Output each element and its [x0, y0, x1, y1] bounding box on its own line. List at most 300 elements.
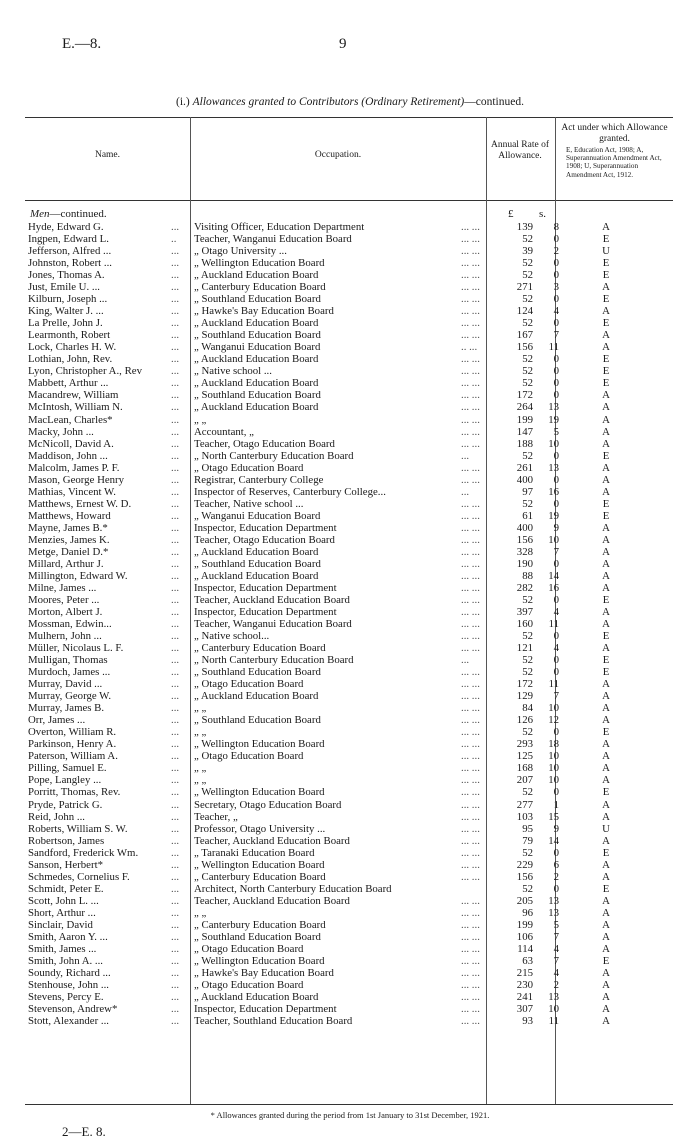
row-name: Roberts, William S. W.: [28, 822, 128, 835]
table-row: [25, 401, 673, 413]
row-shillings: 7: [553, 545, 559, 558]
currency-shillings-label: s.: [539, 208, 547, 220]
row-shillings: 0: [553, 497, 559, 510]
table-row: [25, 690, 673, 702]
row-shillings: 0: [553, 630, 559, 643]
row-shillings: 7: [553, 954, 559, 967]
row-shillings: 0: [553, 786, 559, 799]
table-row: [25, 438, 673, 450]
row-name: Matthews, Howard: [28, 509, 111, 522]
row-shillings: 10: [548, 533, 559, 546]
row-name: Just, Emile U. ...: [28, 281, 100, 294]
row-occupation: Inspector of Reserves, Canterbury College...: [194, 485, 386, 498]
row-leader-dots: ...: [171, 786, 180, 799]
column-header-rate: Annual Rate of Allowance.: [490, 140, 550, 161]
row-occupation: „ Southland Education Board: [194, 930, 321, 943]
row-act-code: E: [602, 630, 610, 643]
row-name: Pryde, Patrick G.: [28, 798, 103, 811]
row-act-code: E: [602, 377, 610, 390]
table-row: [25, 823, 673, 835]
row-act-code: A: [602, 750, 610, 763]
row-shillings: 0: [553, 726, 559, 739]
row-leader-dots: ... ...: [461, 413, 480, 426]
table-row: [25, 907, 673, 919]
row-shillings: 7: [553, 690, 559, 703]
row-occupation: „ Southland Education Board: [194, 293, 321, 306]
row-shillings: 16: [548, 485, 559, 498]
row-leader-dots: ...: [171, 726, 180, 739]
row-occupation: „ Otago Education Board: [194, 461, 304, 474]
row-name: Lock, Charles H. W.: [28, 341, 117, 354]
row-name: King, Walter J. ...: [28, 305, 104, 318]
table-row: [25, 462, 673, 474]
row-name: Schmedes, Cornelius F.: [28, 870, 130, 883]
row-leader-dots: ... ...: [461, 846, 480, 859]
row-leader-dots: ...: [171, 593, 180, 606]
row-shillings: 1: [553, 798, 559, 811]
table-top-rule: [25, 117, 673, 118]
row-shillings: 10: [548, 702, 559, 715]
row-pounds: 261: [516, 461, 533, 474]
row-act-code: A: [602, 714, 610, 727]
row-act-code: E: [602, 353, 610, 366]
row-leader-dots: .. ...: [461, 341, 478, 354]
row-leader-dots: ...: [171, 642, 180, 655]
row-leader-dots: ...: [171, 738, 180, 751]
row-occupation: Teacher, Auckland Education Board: [194, 834, 350, 847]
row-leader-dots: ...: [171, 630, 180, 643]
table-row: [25, 738, 673, 750]
row-leader-dots: ... ...: [461, 918, 480, 931]
row-act-code: E: [602, 654, 610, 667]
table-row: [25, 847, 673, 859]
row-pounds: 156: [516, 870, 533, 883]
row-pounds: 397: [516, 606, 533, 618]
table-row: [25, 1015, 673, 1027]
row-leader-dots: ...: [171, 822, 180, 835]
table-row: [25, 618, 673, 630]
row-pounds: 52: [522, 365, 533, 378]
row-pounds: 63: [522, 954, 533, 967]
row-leader-dots: ...: [171, 485, 180, 498]
row-occupation: „ Taranaki Education Board: [194, 846, 315, 859]
row-name: Mabbett, Arthur ...: [28, 377, 109, 390]
column-header-name: Name.: [94, 150, 121, 160]
row-name: Pilling, Samuel E.: [28, 762, 107, 775]
row-name: La Prelle, John J.: [28, 317, 103, 330]
table-row: [25, 582, 673, 594]
row-leader-dots: ...: [171, 918, 180, 931]
row-leader-dots: ... ...: [461, 954, 480, 967]
row-act-code: A: [602, 978, 610, 991]
row-act-code: E: [602, 593, 610, 606]
row-shillings: 7: [553, 329, 559, 342]
row-name: Müller, Nicolaus L. F.: [28, 642, 124, 655]
row-leader-dots: ... ...: [461, 245, 480, 258]
row-occupation: „ Southland Education Board: [194, 389, 321, 402]
table-header-rule: [25, 200, 673, 201]
row-leader-dots: ...: [171, 810, 180, 823]
row-leader-dots: ... ...: [461, 569, 480, 582]
row-name: Overton, William R.: [28, 726, 117, 739]
row-pounds: 172: [516, 389, 533, 402]
row-pounds: 271: [516, 281, 533, 294]
row-leader-dots: ... ...: [461, 389, 480, 402]
table-bottom-rule: [25, 1104, 673, 1105]
row-pounds: 52: [522, 293, 533, 306]
table-row: [25, 943, 673, 955]
table-row: [25, 426, 673, 438]
row-leader-dots: ...: [171, 245, 180, 258]
table-row: [25, 450, 673, 462]
row-pounds: 79: [522, 834, 533, 847]
row-act-code: A: [602, 894, 610, 907]
caption-suffix: —continued.: [464, 96, 524, 108]
row-name: Hyde, Edward G.: [28, 221, 104, 233]
row-leader-dots: ... ...: [461, 377, 480, 390]
row-leader-dots: ...: [171, 365, 180, 378]
table-row: [25, 341, 673, 353]
row-leader-dots: ...: [171, 1015, 180, 1028]
row-name: Murray, James B.: [28, 702, 105, 715]
row-leader-dots: ... ...: [461, 497, 480, 510]
row-name: Sanson, Herbert*: [28, 858, 103, 871]
row-leader-dots: ... ...: [461, 437, 480, 450]
row-leader-dots: ... ...: [461, 509, 480, 522]
row-occupation: „ Native school ...: [194, 365, 272, 378]
table-row: [25, 414, 673, 426]
row-shillings: 0: [553, 882, 559, 895]
row-leader-dots: ...: [171, 545, 180, 558]
table-row: [25, 678, 673, 690]
row-act-code: A: [602, 606, 610, 618]
row-occupation: Visiting Officer, Education Department: [194, 221, 365, 233]
row-leader-dots: ...: [171, 606, 180, 618]
row-occupation: Teacher, Wanganui Education Board: [194, 618, 352, 631]
row-act-code: E: [602, 846, 610, 859]
table-row: [25, 389, 673, 401]
row-pounds: 52: [522, 257, 533, 270]
row-occupation: „ Wellington Education Board: [194, 738, 325, 751]
table-row: [25, 305, 673, 317]
row-act-code: E: [602, 882, 610, 895]
row-act-code: A: [602, 569, 610, 582]
table-row: [25, 702, 673, 714]
row-occupation: „ Southland Education Board: [194, 557, 321, 570]
row-leader-dots: ... ...: [461, 365, 480, 378]
table-row: [25, 714, 673, 726]
row-leader-dots: ... ...: [461, 798, 480, 811]
row-name: Short, Arthur ...: [28, 906, 96, 919]
table-row: [25, 666, 673, 678]
row-act-code: A: [602, 521, 610, 534]
row-pounds: 84: [522, 702, 533, 715]
row-leader-dots: ... ...: [461, 329, 480, 342]
row-occupation: „ Southland Education Board: [194, 329, 321, 342]
row-leader-dots: ...: [171, 521, 180, 534]
row-act-code: A: [602, 341, 610, 354]
row-leader-dots: ...: [171, 317, 180, 330]
row-leader-dots: ...: [171, 569, 180, 582]
row-pounds: 139: [516, 221, 533, 233]
table-row: [25, 835, 673, 847]
column-header-act: Act under which Allowance granted.: [561, 123, 668, 144]
row-leader-dots: ...: [171, 678, 180, 691]
row-leader-dots: ...: [171, 377, 180, 390]
row-act-code: A: [602, 461, 610, 474]
row-shillings: 2: [553, 870, 559, 883]
row-leader-dots: ...: [171, 954, 180, 967]
table-row: [25, 522, 673, 534]
row-leader-dots: ... ...: [461, 293, 480, 306]
row-name: Parkinson, Henry A.: [28, 738, 117, 751]
row-act-code: A: [602, 545, 610, 558]
row-occupation: „ Auckland Education Board: [194, 401, 319, 414]
row-leader-dots: ... ...: [461, 942, 480, 955]
row-leader-dots: ... ...: [461, 281, 480, 294]
row-pounds: 52: [522, 593, 533, 606]
row-leader-dots: ...: [171, 281, 180, 294]
row-pounds: 88: [522, 569, 533, 582]
row-leader-dots: ... ...: [461, 257, 480, 270]
row-leader-dots: ...: [171, 978, 180, 991]
row-leader-dots: ... ...: [461, 533, 480, 546]
row-occupation: Teacher, Southland Education Board: [194, 1015, 353, 1028]
table-row: [25, 233, 673, 245]
row-occupation: „ „: [194, 774, 207, 787]
row-name: Paterson, William A.: [28, 750, 118, 763]
row-occupation: Teacher, Auckland Education Board: [194, 894, 350, 907]
row-leader-dots: ... ...: [461, 642, 480, 655]
row-shillings: 13: [548, 991, 559, 1003]
row-leader-dots: ...: [171, 269, 180, 282]
row-name: Maddison, John ...: [28, 449, 108, 462]
row-leader-dots: ...: [171, 293, 180, 306]
row-pounds: 52: [522, 846, 533, 859]
row-occupation: „ Otago University ...: [194, 245, 287, 258]
row-occupation: „ Auckland Education Board: [194, 269, 319, 282]
row-leader-dots: ...: [171, 437, 180, 450]
row-occupation: „ „: [194, 413, 207, 426]
row-shillings: 6: [553, 858, 559, 871]
row-occupation: „ Wellington Education Board: [194, 858, 325, 871]
group-title: [30, 208, 107, 220]
row-pounds: 277: [516, 798, 533, 811]
row-act-code: A: [602, 798, 610, 811]
row-pounds: 103: [516, 810, 533, 823]
row-leader-dots: ... ...: [461, 666, 480, 679]
table-row: [25, 642, 673, 654]
row-occupation: „ Otago Education Board: [194, 978, 304, 991]
table-row: [25, 859, 673, 871]
row-pounds: 160: [516, 618, 533, 631]
table-row: [25, 786, 673, 798]
row-shillings: 15: [548, 810, 559, 823]
row-leader-dots: ...: [171, 257, 180, 270]
group-title-suffix: —continued.: [49, 208, 107, 220]
row-pounds: 328: [516, 545, 533, 558]
row-leader-dots: ...: [461, 654, 470, 667]
row-pounds: 52: [522, 726, 533, 739]
row-leader-dots: ...: [171, 581, 180, 594]
row-act-code: A: [602, 485, 610, 498]
row-shillings: 9: [553, 521, 559, 534]
row-name: Mulligan, Thomas: [28, 654, 108, 667]
row-occupation: Teacher, Native school ...: [194, 497, 304, 510]
row-pounds: 125: [516, 750, 533, 763]
row-act-code: A: [602, 678, 610, 691]
row-leader-dots: ... ...: [461, 690, 480, 703]
row-pounds: 190: [516, 557, 533, 570]
row-pounds: 52: [522, 630, 533, 643]
table-row: [25, 871, 673, 883]
row-leader-dots: ...: [171, 702, 180, 715]
allowance-table-body: [25, 221, 673, 1027]
row-shillings: 19: [548, 509, 559, 522]
row-leader-dots: ... ...: [461, 870, 480, 883]
column-header-act-legend: E, Education Act, 1908; A, Superannuation Amendment Act, 1908; U, Superannuation Amendment Act, 1912.: [566, 146, 662, 179]
row-shillings: 0: [553, 846, 559, 859]
row-name: Johnston, Robert ...: [28, 257, 112, 270]
row-occupation: Inspector, Education Department: [194, 606, 337, 618]
table-row: [25, 750, 673, 762]
caption-title: Allowances granted to Contributors (Ordinary Retirement): [192, 96, 465, 108]
row-name: Matthews, Ernest W. D.: [28, 497, 132, 510]
table-row: [25, 955, 673, 967]
row-name: Milne, James ...: [28, 581, 97, 594]
row-act-code: A: [602, 389, 610, 402]
row-pounds: 241: [516, 991, 533, 1003]
row-shillings: 0: [553, 449, 559, 462]
row-shillings: 13: [548, 401, 559, 414]
table-row: [25, 979, 673, 991]
row-act-code: A: [602, 425, 610, 438]
row-leader-dots: ...: [171, 690, 180, 703]
row-shillings: 14: [548, 834, 559, 847]
row-leader-dots: ... ...: [461, 762, 480, 775]
row-leader-dots: ... ...: [461, 894, 480, 907]
row-act-code: E: [602, 317, 610, 330]
row-occupation: Professor, Otago University ...: [194, 822, 326, 835]
row-shillings: 4: [553, 606, 559, 618]
row-shillings: 0: [553, 473, 559, 486]
row-shillings: 13: [548, 906, 559, 919]
row-leader-dots: ... ...: [461, 581, 480, 594]
row-leader-dots: ... ...: [461, 221, 480, 233]
row-act-code: A: [602, 473, 610, 486]
row-leader-dots: ...: [171, 858, 180, 871]
row-leader-dots: ... ...: [461, 810, 480, 823]
row-leader-dots: ... ...: [461, 317, 480, 330]
row-pounds: 167: [516, 329, 533, 342]
row-name: Menzies, James K.: [28, 533, 110, 546]
row-act-code: A: [602, 305, 610, 318]
row-leader-dots: ... ...: [461, 461, 480, 474]
row-name: McIntosh, William N.: [28, 401, 123, 414]
row-leader-dots: ...: [171, 846, 180, 859]
row-act-code: A: [602, 918, 610, 931]
row-leader-dots: ... ...: [461, 858, 480, 871]
row-shillings: 3: [553, 281, 559, 294]
row-occupation: „ „: [194, 702, 207, 715]
row-leader-dots: ... ...: [461, 269, 480, 282]
page-number: 9: [339, 36, 347, 52]
row-act-code: A: [602, 810, 610, 823]
row-pounds: 52: [522, 666, 533, 679]
row-act-code: A: [602, 618, 610, 631]
table-row: [25, 257, 673, 269]
row-shillings: 13: [548, 894, 559, 907]
row-leader-dots: ... ...: [461, 425, 480, 438]
row-leader-dots: ... ...: [461, 714, 480, 727]
table-caption: [0, 96, 700, 108]
table-row: [25, 726, 673, 738]
row-pounds: 61: [522, 509, 533, 522]
row-leader-dots: ...: [171, 870, 180, 883]
row-occupation: Inspector, Education Department: [194, 521, 337, 534]
row-act-code: A: [602, 1015, 610, 1028]
row-shillings: 0: [553, 654, 559, 667]
row-leader-dots: ... ...: [461, 1003, 480, 1016]
row-pounds: 52: [522, 786, 533, 799]
table-row: [25, 606, 673, 618]
row-shillings: 4: [553, 642, 559, 655]
footnote: * Allowances granted during the period from 1st January to 31st December, 1921.: [210, 1110, 490, 1120]
row-leader-dots: ... ...: [461, 545, 480, 558]
row-act-code: E: [602, 257, 610, 270]
row-shillings: 0: [553, 269, 559, 282]
row-pounds: 400: [516, 473, 533, 486]
row-leader-dots: ...: [171, 305, 180, 318]
row-pounds: 230: [516, 978, 533, 991]
table-row: [25, 991, 673, 1003]
row-act-code: A: [602, 834, 610, 847]
row-pounds: 52: [522, 269, 533, 282]
row-shillings: 5: [553, 425, 559, 438]
row-leader-dots: ...: [171, 401, 180, 414]
row-act-code: A: [602, 642, 610, 655]
row-shillings: 11: [548, 1015, 559, 1028]
row-pounds: 106: [516, 930, 533, 943]
row-act-code: A: [602, 221, 610, 233]
row-leader-dots: ...: [171, 714, 180, 727]
row-act-code: A: [602, 1003, 610, 1016]
row-act-code: A: [602, 774, 610, 787]
row-name: Porritt, Thomas, Rev.: [28, 786, 121, 799]
row-leader-dots: ...: [171, 666, 180, 679]
row-act-code: A: [602, 906, 610, 919]
row-occupation: „ Auckland Education Board: [194, 377, 319, 390]
row-leader-dots: ...: [171, 774, 180, 787]
row-act-code: A: [602, 738, 610, 751]
row-leader-dots: ...: [461, 485, 470, 498]
row-pounds: 129: [516, 690, 533, 703]
row-pounds: 39: [522, 245, 533, 258]
row-act-code: E: [602, 497, 610, 510]
row-leader-dots: ...: [171, 353, 180, 366]
row-occupation: „ Canterbury Education Board: [194, 281, 326, 294]
row-leader-dots: ...: [171, 894, 180, 907]
row-name: Reid, John ...: [28, 810, 85, 823]
row-shillings: 10: [548, 774, 559, 787]
row-shillings: 11: [548, 678, 559, 691]
row-shillings: 16: [548, 581, 559, 594]
row-pounds: 95: [522, 822, 533, 835]
row-name: Stevenson, Andrew*: [28, 1003, 118, 1016]
row-act-code: A: [602, 991, 610, 1003]
row-shillings: 0: [553, 233, 559, 246]
table-row: [25, 799, 673, 811]
